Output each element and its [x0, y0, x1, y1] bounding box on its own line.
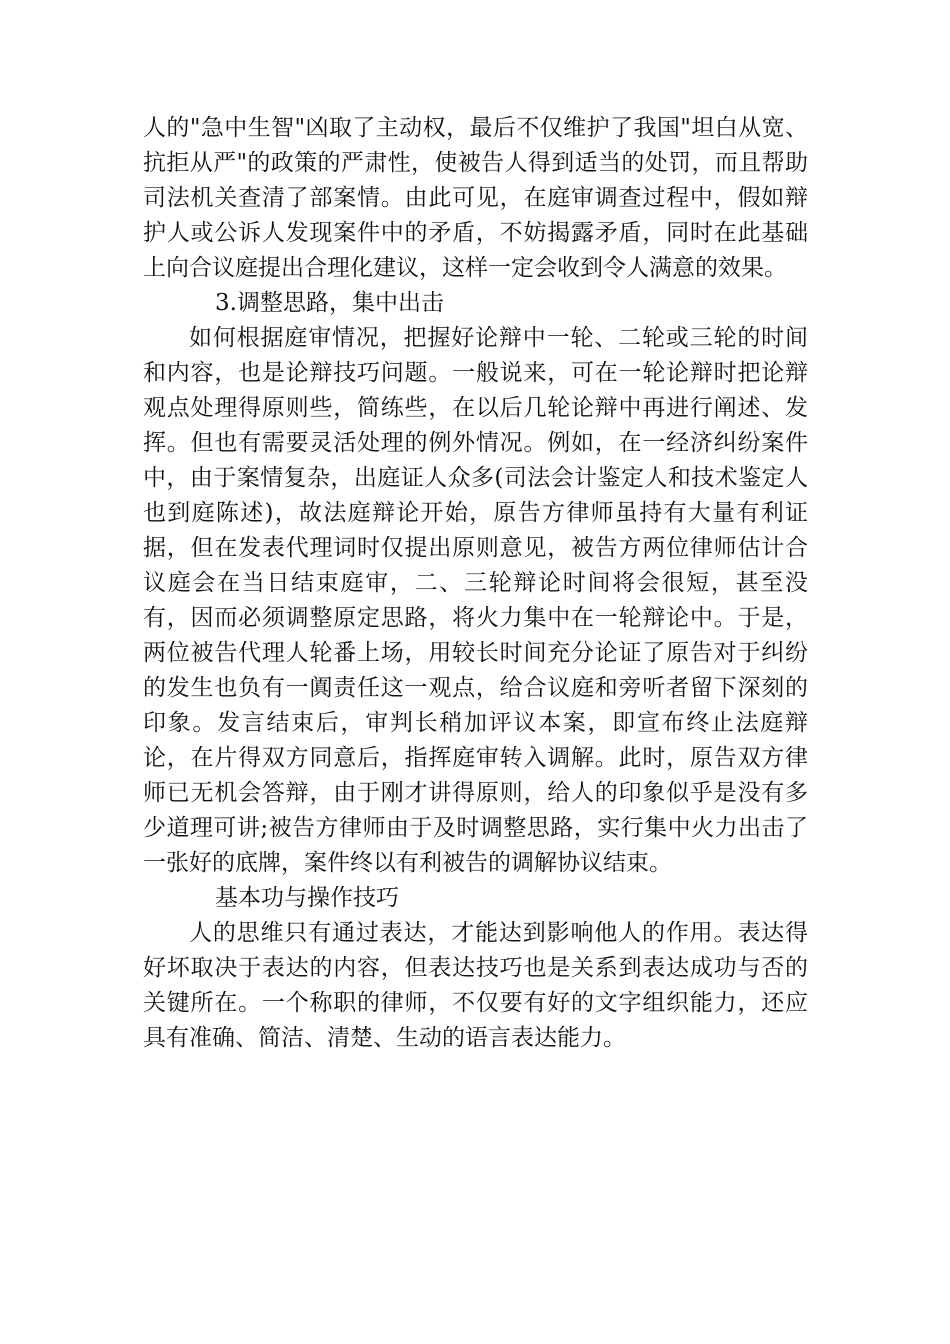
document-body	[143, 111, 808, 1056]
section-heading-adjust-thinking: 3.调整思路，集中出击	[215, 290, 444, 316]
paragraph-debate-rounds: 如何根据庭审情况，把握好论辩中一轮、二轮或三轮的时间和内容，也是论辩技巧问题。一般说来，可在一轮论辩时把论辩观点处理得原则些，简练些，在以后几轮论辩中再进行阐述、发挥。但也有需要灵活处理的例外情况。例如，在一经济纠纷案件中，由于案情复杂，出庭证人众多(司法会计鉴定人和技术鉴定人也到庭陈述)，故法庭辩论开始，原告方律师虽持有大量有利证据，但在发表代理词时仅提出原则意见，被告方两位律师估计合议庭会在当日结束庭审，二、三轮辩论时间将会很短，甚至没有，因而必须调整原定思路，将火力集中在一轮辩论中。于是，两位被告代理人轮番上场，用较长时间充分论证了原告对于纠纷的发生也负有一阗责任这一观点，给合议庭和旁听者留下深刻的印象。发言结束后，审判长稍加评议本案，即宣布终止法庭辩论，在片得双方同意后，指挥庭审转入调解。此时，原告双方律师已无机会答辩，由于刚才讲得原则，给人的印象似乎是没有多少道理可讲;被告方律师由于及时调整思路，实行集中火力出击了一张好的底牌，案件终以有利被告的调解协议结束。	[143, 325, 808, 876]
paragraph-continuation: 人的"急中生智"凶取了主动权，最后不仅维护了我国"坦白从宽、抗拒从严"的政策的严肃性，使被告人得到适当的处罚，而且帮助司法机关查清了部案情。由此可见，在庭审调查过程中，假如辩护人或公诉人发现案件中的矛盾，不妨揭露矛盾，同时在此基础上向合议庭提出合理化建议，这样一定会收到令人满意的效果。	[143, 115, 808, 281]
section-heading-basic-skills: 基本功与操作技巧	[215, 885, 399, 911]
paragraph-expression: 人的思维只有通过表达，才能达到影响他人的作用。表达得好坏取决于表达的内容，但表达技巧也是关系到表达成功与否的关键所在。一个称职的律师，不仅要有好的文字组织能力，还应具有准确、简洁、清楚、生动的语言表达能力。	[143, 920, 808, 1051]
